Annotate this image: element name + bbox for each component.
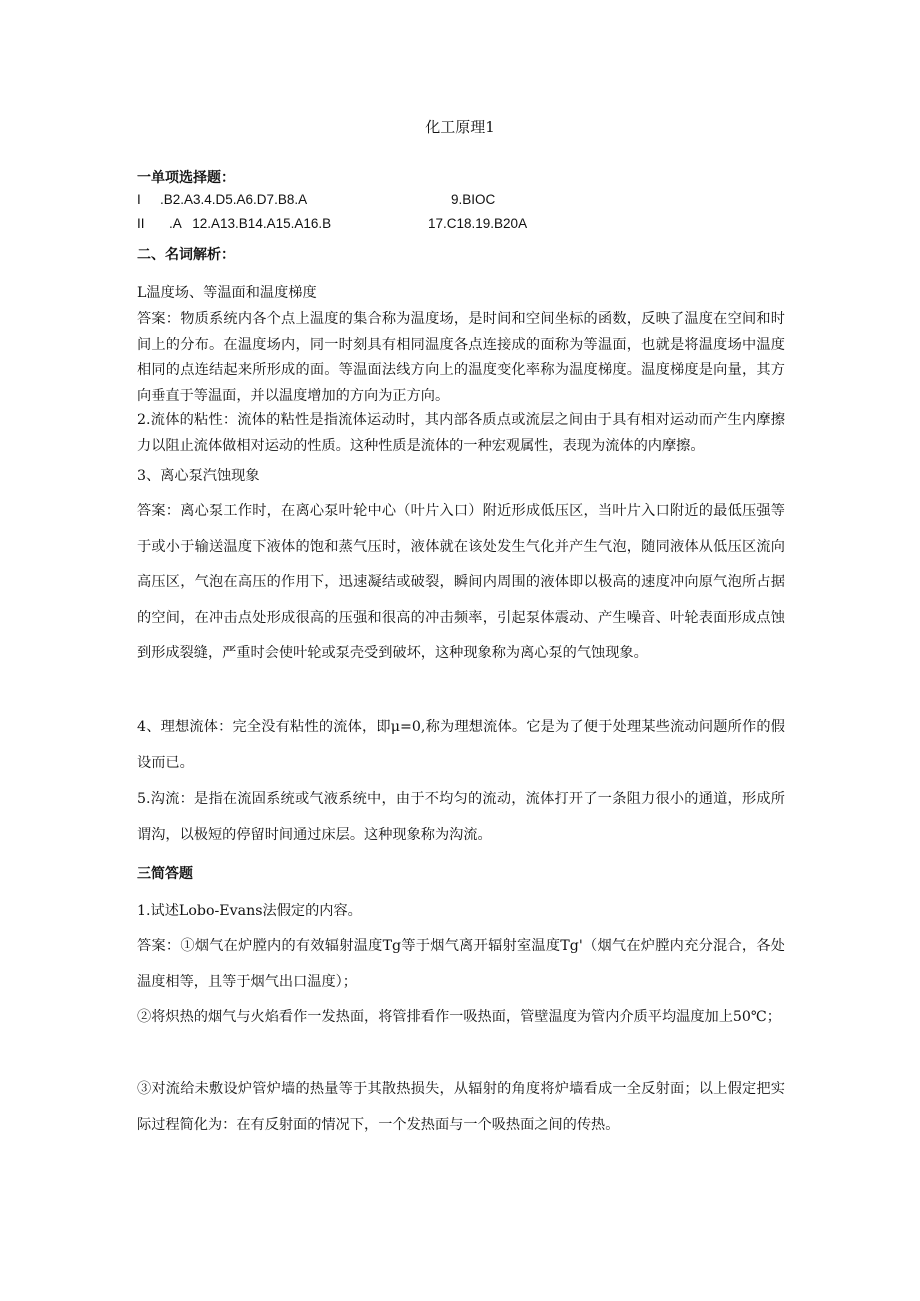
question1: 1.试述Lobo-Evans法假定的内容。 — [137, 903, 362, 919]
answer-item3: ③对流给未敷设炉管炉墙的热量等于其散热损失，从辐射的角度将炉墙看成一全反射面；以上假定把实际过程简化为：在有反射面的情况下，一个发热面与一个吸热面之间的传热。 — [137, 1081, 785, 1133]
section1-heading: 一单项选择题： — [137, 170, 235, 186]
answer-row1: .B2.A3.4.D5.A6.D7.B8.A — [160, 192, 308, 207]
answer-row2-num: II — [137, 216, 145, 231]
term1-answer: 答案：物质系统内各个点上温度的集合称为温度场，是时间和空间坐标的函数，反映了温度在空间和时间上的分布。在温度场内，同一时刻具有相同温度各点连接成的面称为等温面，也就是将温度场中温度相同的点连结起来所形成的面。等温面法线方向上的温度变化率称为温度梯度。温度梯度是向量，其方向垂直于等温面，并以温度增加的方向为正方向。 — [137, 311, 785, 404]
answer-row2-tail: 17.C18.19.B20A — [428, 216, 528, 231]
answer-row2: .A 12.A13.B14.A15.A16.B — [169, 216, 332, 231]
answer-item2: ②将炽热的烟气与火焰看作一发热面，将管排看作一吸热面，管壁温度为管内介质平均温度加上50℃； — [137, 1009, 781, 1025]
term3-title: 3、离心泵汽蚀现象 — [137, 468, 260, 484]
term5: 5.沟流：是指在流固系统或气液系统中，由于不均匀的流动，流体打开了一条阻力很小的通道，形成所谓沟，以极短的停留时间通过床层。这种现象称为沟流。 — [137, 791, 785, 843]
answer-item1: 答案：①烟气在炉膛内的有效辐射温度Tg等于烟气离开辐射室温度Tg'（烟气在炉膛内充分混合，各处温度相等，且等于烟气出口温度）； — [137, 938, 785, 990]
section2-heading: 二、名词解析： — [137, 247, 235, 263]
term1-title: L温度场、等温面和温度梯度 — [137, 285, 317, 301]
section3-heading: 三简答题 — [137, 866, 193, 882]
answer-row1-num: I — [137, 192, 141, 207]
answer-row1-tail: 9.BIOC — [451, 192, 496, 207]
document-title: 化工原理1 — [425, 118, 495, 136]
term3-answer: 答案：离心泵工作时，在离心泵叶轮中心（叶片入口）附近形成低压区，当叶片入口附近的最低压强等于或小于输送温度下液体的饱和蒸气压时，液体就在该处发生气化并产生气泡，随同液体从低压区流向高压区，气泡在高压的作用下，迅速凝结或破裂，瞬间内周围的液体即以极高的速度冲向原气泡所占据的空间，在冲击点处形成很高的压强和很高的冲击频率，引起泵体震动、产生噪音、叶轮表面形成点蚀到形成裂缝，严重时会使叶轮或泵壳受到破坏，这种现象称为离心泵的气蚀现象。 — [137, 503, 785, 661]
term2: 2.流体的粘性：流体的粘性是指流体运动时，其内部各质点或流层之间由于具有相对运动而产生内摩擦力以阻止流体做相对运动的性质。这种性质是流体的一种宏观属性，表现为流体的内摩擦。 — [137, 412, 785, 454]
term4: 4、理想流体：完全没有粘性的流体，即μ=0,称为理想流体。它是为了便于处理某些流动问题所作的假设而已。 — [137, 719, 785, 771]
